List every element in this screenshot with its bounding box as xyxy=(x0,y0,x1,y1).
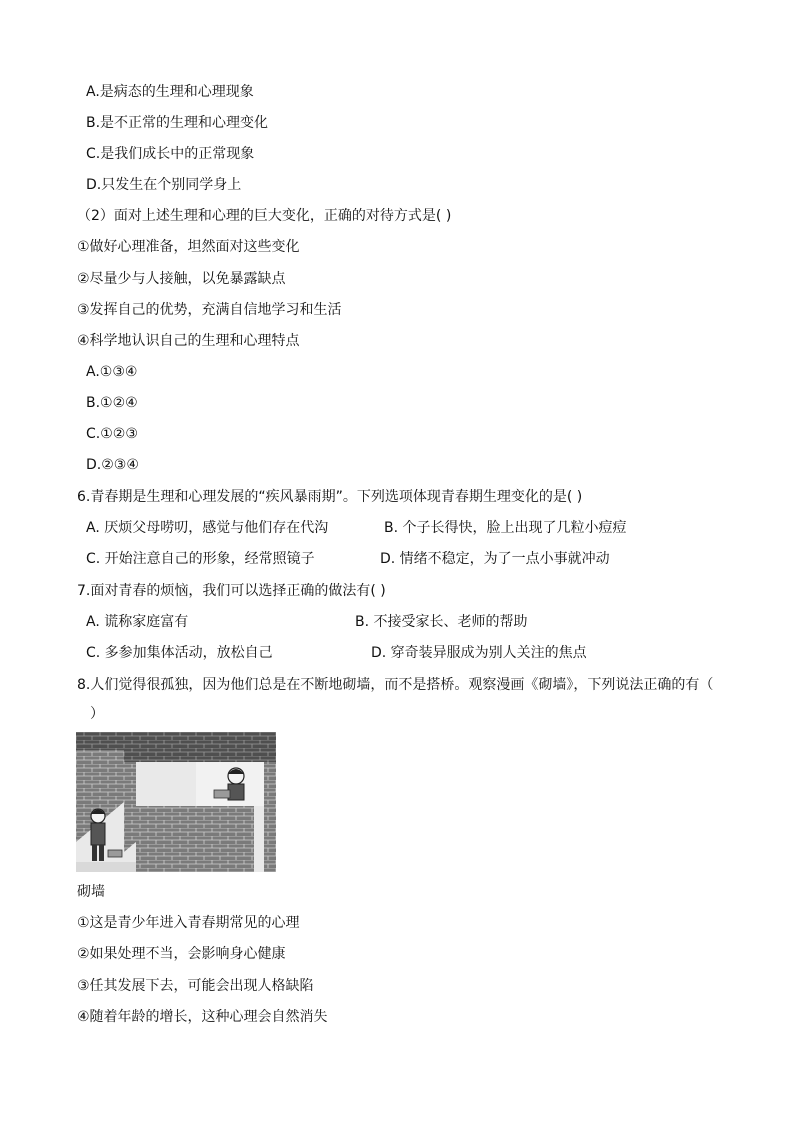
q7-option-d: D. 穿奇装异服成为别人关注的焦点 xyxy=(371,645,587,661)
q6-option-c: C. 开始注意自己的形象，经常照镜子 xyxy=(86,551,315,567)
q5-2-stem: （2）面对上述生理和心理的巨大变化，正确的对待方式是( ) xyxy=(77,208,452,224)
q8-item-3: ③任其发展下去，可能会出现人格缺陷 xyxy=(77,978,314,994)
q8-item-4: ④随着年龄的增长，这种心理会自然消失 xyxy=(77,1009,328,1025)
q7-option-a: A. 谎称家庭富有 xyxy=(86,614,189,630)
q7-option-c: C. 多参加集体活动，放松自己 xyxy=(86,645,273,661)
q8-stem-line1: 8.人们觉得很孤独，因为他们总是在不断地砌墙，而不是搭桥。观察漫画《砌墙》，下列说法正确的有（ xyxy=(77,677,714,693)
q6-option-d: D. 情绪不稳定，为了一点小事就冲动 xyxy=(380,551,610,567)
q5-2-option-a: A.①③④ xyxy=(86,364,138,380)
q7-stem: 7.面对青春的烦恼，我们可以选择正确的做法有( ) xyxy=(77,583,386,599)
q5-2-item-3: ③发挥自己的优势，充满自信地学习和生活 xyxy=(77,302,342,318)
q5-2-option-b: B.①②④ xyxy=(86,395,138,411)
q8-figure-caption: 砌墙 xyxy=(77,884,105,900)
wall-building-cartoon xyxy=(76,732,276,872)
q8-item-2: ②如果处理不当，会影响身心健康 xyxy=(77,946,286,962)
q6-option-b: B. 个子长得快，脸上出现了几粒小痘痘 xyxy=(384,520,627,536)
q5-2-item-4: ④科学地认识自己的生理和心理特点 xyxy=(77,333,300,349)
q8-item-1: ①这是青少年进入青春期常见的心理 xyxy=(77,915,300,931)
q6-stem: 6.青春期是生理和心理发展的“疾风暴雨期”。下列选项体现青春期生理变化的是( ) xyxy=(77,489,583,505)
q5-option-d: D.只发生在个别同学身上 xyxy=(86,177,242,193)
q7-option-b: B. 不接受家长、老师的帮助 xyxy=(355,614,528,630)
q8-stem-line2: ） xyxy=(90,706,104,722)
q6-option-a: A. 厌烦父母唠叨，感觉与他们存在代沟 xyxy=(86,520,329,536)
q5-2-item-2: ②尽量少与人接触，以免暴露缺点 xyxy=(77,271,286,287)
q5-option-c: C.是我们成长中的正常现象 xyxy=(86,146,255,162)
q5-2-option-d: D.②③④ xyxy=(86,457,139,473)
q5-option-b: B.是不正常的生理和心理变化 xyxy=(86,115,269,131)
q5-2-option-c: C.①②③ xyxy=(86,426,138,442)
q5-2-item-1: ①做好心理准备，坦然面对这些变化 xyxy=(77,239,300,255)
q5-option-a: A.是病态的生理和心理现象 xyxy=(86,84,254,100)
